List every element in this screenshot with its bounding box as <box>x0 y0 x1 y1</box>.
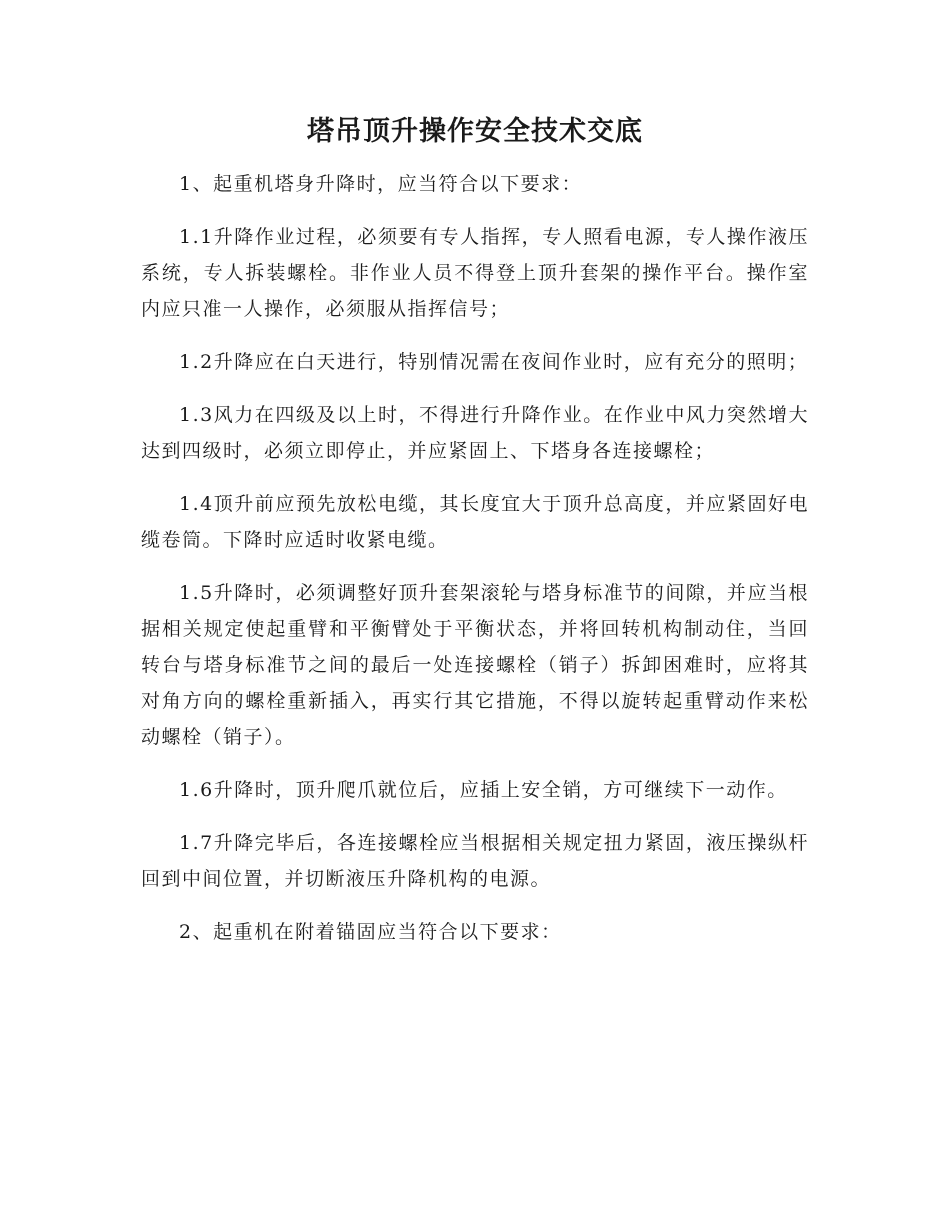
paragraph-1-4: 1.4顶升前应预先放松电缆，其长度宜大于顶升总高度，并应紧固好电缆卷筒。下降时应适时收紧电缆。 <box>141 493 809 551</box>
paragraph-1-6: 1.6升降时，顶升爬爪就位后，应插上安全销，方可继续下一动作。 <box>179 779 788 801</box>
paragraph-1: 1、起重机塔身升降时，应当符合以下要求： <box>179 173 583 195</box>
paragraph-1-3: 1.3风力在四级及以上时，不得进行升降作业。在作业中风力突然增大达到四级时，必须立即停止，并应紧固上、下塔身各连接螺栓； <box>141 404 809 462</box>
document-title: 塔吊顶升操作安全技术交底 <box>307 116 643 147</box>
paragraph-1-5: 1.5升降时，必须调整好顶升套架滚轮与塔身标准节的间隙，并应当根据相关规定使起重臂和平衡臂处于平衡状态，并将回转机构制动住，当回转台与塔身标准节之间的最后一处连接螺栓（销子）拆卸困难时，应将其对角方向的螺栓重新插入，再实行其它措施，不得以旋转起重臂动作来松动螺栓（销子）。 <box>141 582 809 748</box>
document-body <box>141 166 809 967</box>
paragraph-1-7: 1.7升降完毕后，各连接螺栓应当根据相关规定扭力紧固，液压操纵杆回到中间位置，并切断液压升降机构的电源。 <box>141 832 809 890</box>
paragraph-1-2: 1.2升降应在白天进行，特别情况需在夜间作业时，应有充分的照明； <box>179 351 809 373</box>
paragraph-2: 2、起重机在附着锚固应当符合以下要求： <box>179 921 562 943</box>
paragraph-1-1: 1.1升降作业过程，必须要有专人指挥，专人照看电源，专人操作液压系统，专人拆装螺栓。非作业人员不得登上顶升套架的操作平台。操作室内应只准一人操作，必须服从指挥信号； <box>141 226 809 320</box>
